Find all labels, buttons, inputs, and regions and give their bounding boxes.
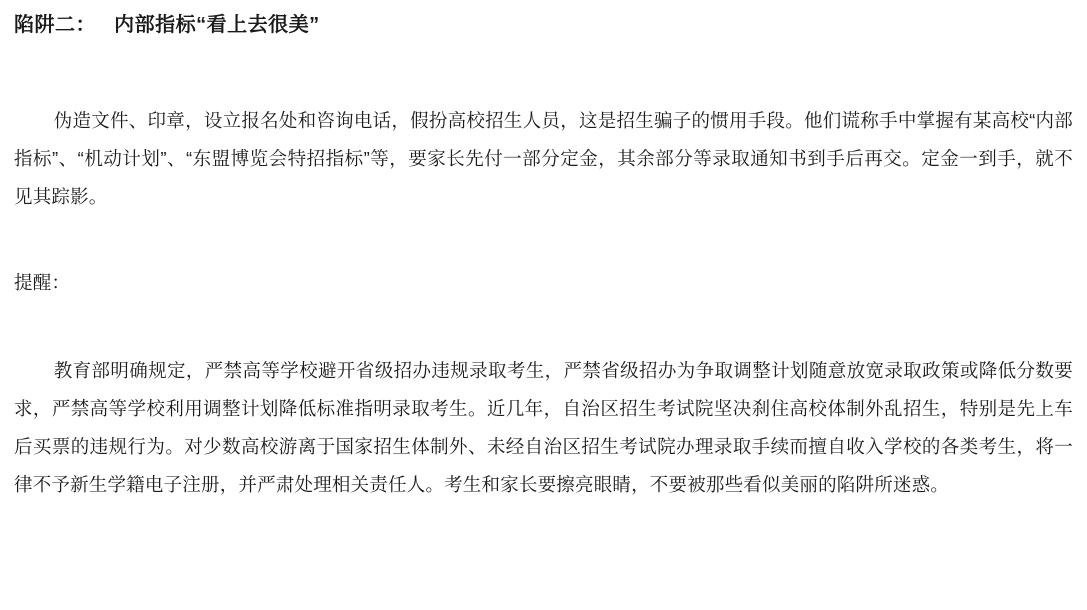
paragraph-reminder-label: 提醒： xyxy=(14,272,71,293)
paragraph-policy-statement: 教育部明确规定，严禁高等学校避开省级招办违规录取考生，严禁省级招办为争取调整计划随意放宽录取政策或降低分数要求，严禁高等学校利用调整计划降低标准指明录取考生。近几年，自治区招生考试院坚决刹住高校体制外乱招生，特别是先上车后买票的违规行为。对少数高校游离于国家招生体制外、未经自治区招生考试院办理录取手续而擅自收入学校的各类考生，将一律不予新生学籍电子注册，并严肃处理相关责任人。考生和家长要擦亮眼睛，不要被那些看似美丽的陷阱所迷惑。 xyxy=(14,360,1073,495)
paragraph-trap-description: 伪造文件、印章，设立报名处和咨询电话，假扮高校招生人员，这是招生骗子的惯用手段。他们谎称手中掌握有某高校“内部指标”、“机动计划”、“东盟博览会特招指标”等，要家长先付一部分定金，其余部分等录取通知书到手后再交。定金一到手，就不见其踪影。 xyxy=(14,110,1073,207)
page-title: 陷阱二： 内部指标“看上去很美” xyxy=(14,14,320,36)
